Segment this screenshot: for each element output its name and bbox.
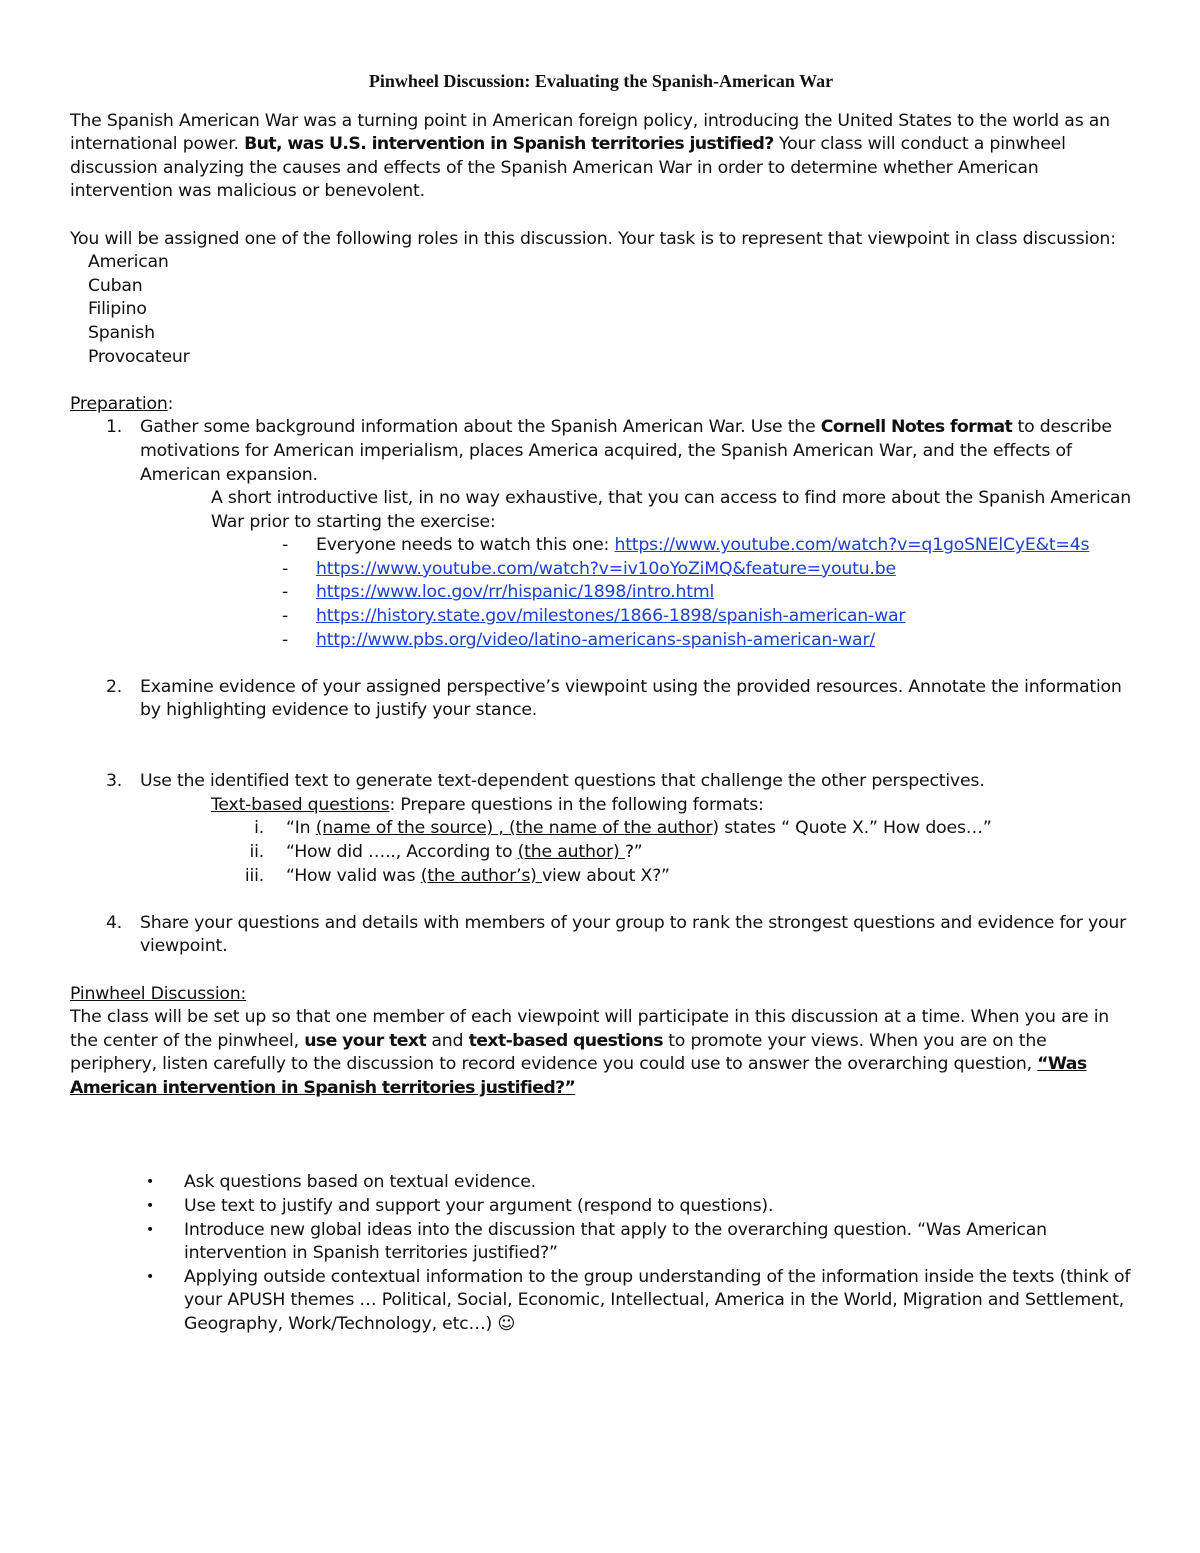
link-prefix: Everyone needs to watch this one: [316, 535, 615, 556]
loc-link[interactable]: https://www.loc.gov/rr/hispanic/1898/intro.html [316, 582, 715, 603]
bullet-marker: • [146, 1268, 155, 1285]
role-item: Provocateur [88, 346, 190, 367]
step-text: Examine evidence of your assigned perspective’s viewpoint using the provided resources. Annotate the information by highlighting evidence to justify your stance. [140, 676, 1122, 721]
dash-marker: - [282, 558, 289, 579]
pinwheel-text: to promote your views. When you are on the periphery, listen carefully to the discussion to record evidence you could use to answer the overarching question, [70, 1030, 1047, 1075]
question-format-item [70, 841, 1132, 865]
role-item: Cuban [88, 275, 143, 296]
resource-link-item [282, 534, 1132, 558]
format-blank: (the author) [517, 842, 625, 862]
cornell-notes-emphasis: Cornell Notes format [820, 417, 1013, 438]
format-text: view about X?” [542, 865, 670, 886]
preparation-colon: : [167, 393, 174, 414]
guideline-text: Use text to justify and support your argument (respond to questions). [184, 1195, 774, 1216]
pinwheel-emphasis: use your text [304, 1030, 427, 1051]
youtube-link[interactable]: https://www.youtube.com/watch?v=q1goSNElCyE&t=4s [614, 535, 1090, 556]
text-based-questions-label: Text-based questions [211, 794, 390, 815]
step-text: Gather some background information about the Spanish American War. Use the [140, 417, 821, 438]
bullet-marker: • [146, 1174, 155, 1191]
roman-numeral: iii. [244, 865, 264, 886]
role-item: Spanish [88, 322, 155, 343]
bullet-marker: • [146, 1221, 155, 1238]
roles-intro: You will be assigned one of the following roles in this discussion. Your task is to represent that viewpoint in class discussion: [70, 228, 1116, 249]
guideline-item [146, 1266, 1132, 1337]
roman-numeral: i. [254, 818, 264, 839]
bullet-marker: • [146, 1197, 155, 1214]
document-page [70, 70, 1132, 1336]
text-based-questions-line [70, 794, 1132, 818]
format-blank: (the name of the author [508, 818, 713, 839]
pinwheel-heading [70, 983, 1132, 1007]
step-3 [70, 770, 1132, 794]
format-text: ?” [624, 842, 643, 862]
guideline-text: Applying outside contextual information to the group understanding of the information inside the texts (think of your APUSH themes … Political, Social, Economic, Intellectual, America in the World, Migration and Settlement, Geography, Work/Technology, etc…) ☺ [184, 1266, 1131, 1334]
intro-text-continued: Your class will conduct a pinwheel discussion analyzing the causes and effects of the Spanish American War in order to determine whether American intervention was malicious or benevolent. [70, 134, 1066, 202]
dash-marker: - [282, 629, 289, 650]
format-text: “How did ….., According to [286, 842, 518, 862]
step-text-continued: to describe motivations for American imperialism, places America acquired, the Spanish American War, and the effects of American expansion. [140, 417, 1112, 485]
pinwheel-paragraph [70, 1006, 1132, 1100]
resource-link-item [282, 629, 1132, 653]
preparation-heading-text: Preparation [70, 393, 168, 414]
dash-marker: - [282, 606, 289, 627]
document-title: Pinwheel Discussion: Evaluating the Spanish-American War [368, 71, 834, 91]
pinwheel-heading-text: Pinwheel Discussion: [70, 983, 247, 1004]
question-format-item [70, 865, 1132, 889]
resource-list-note: A short introductive list, in no way exhaustive, that you can access to find more about the Spanish American War prior to starting the exercise: [211, 488, 1132, 532]
preparation-steps-continued [70, 912, 1132, 959]
format-text: ) states “ Quote X.” How does…” [712, 818, 992, 839]
format-text: “In [286, 818, 316, 839]
step-number: 1. [106, 417, 123, 438]
step-4 [70, 912, 1132, 959]
roman-numeral: ii. [249, 842, 264, 862]
question-format-item [70, 817, 1132, 841]
preparation-steps-continued [70, 770, 1132, 794]
dash-marker: - [282, 582, 289, 603]
preparation-steps [70, 416, 1132, 487]
preparation-heading [70, 393, 1132, 417]
pbs-link[interactable]: http://www.pbs.org/video/latino-americans-spanish-american-war/ [316, 629, 875, 650]
step-2 [70, 676, 1132, 723]
resource-link-item [282, 581, 1132, 605]
step-number: 4. [106, 912, 123, 933]
resource-link-item [282, 558, 1132, 582]
intro-question: But, was U.S. intervention in Spanish territories justified? [244, 134, 774, 155]
guideline-item [146, 1195, 1132, 1219]
step-1 [70, 416, 1132, 487]
intro-paragraph [70, 110, 1132, 204]
pinwheel-text: and [426, 1030, 469, 1051]
youtube-link[interactable]: https://www.youtube.com/watch?v=iv10oYoZiMQ&feature=youtu.be [316, 558, 896, 579]
question-formats [70, 817, 1132, 888]
guideline-text: Introduce new global ideas into the discussion that apply to the overarching question. “Was American intervention in Spanish territories justified?” [184, 1219, 1047, 1264]
history-state-link[interactable]: https://history.state.gov/milestones/1866-1898/spanish-american-war [316, 606, 906, 627]
step-number: 2. [106, 676, 123, 697]
step-text: Share your questions and details with members of your group to rank the strongest questions and evidence for your viewpoint. [140, 912, 1127, 957]
resource-link-item [282, 605, 1132, 629]
format-text: “How valid was [286, 865, 421, 886]
role-item: Filipino [88, 299, 147, 320]
step-text: Use the identified text to generate text-dependent questions that challenge the other perspectives. [140, 771, 985, 792]
dash-marker: - [282, 535, 289, 556]
pinwheel-text: The class will be set up so that one member of each viewpoint will participate in this discussion at a time. When you are in the center of the pinwheel, [70, 1007, 1110, 1051]
overarching-question: “Was American intervention in Spanish territories justified?” [70, 1054, 1087, 1098]
intro-text: The Spanish American War was a turning point in American foreign policy, introducing the United States to the world as an international power. [70, 110, 1110, 155]
format-blank: (name of the source) , [315, 818, 509, 839]
pinwheel-emphasis: text-based questions [468, 1030, 663, 1051]
role-item: American [88, 252, 169, 273]
guideline-text: Ask questions based on textual evidence. [184, 1172, 536, 1193]
resource-links [70, 534, 1132, 652]
format-blank: (the author’s) [420, 865, 542, 886]
guideline-item [146, 1219, 1132, 1266]
guideline-item [146, 1171, 1132, 1195]
roles-list [70, 251, 1132, 369]
text-based-questions-instructions: : Prepare questions in the following formats: [389, 794, 764, 815]
discussion-guidelines [70, 1171, 1132, 1336]
step-number: 3. [106, 771, 123, 792]
preparation-steps-continued [70, 676, 1132, 723]
